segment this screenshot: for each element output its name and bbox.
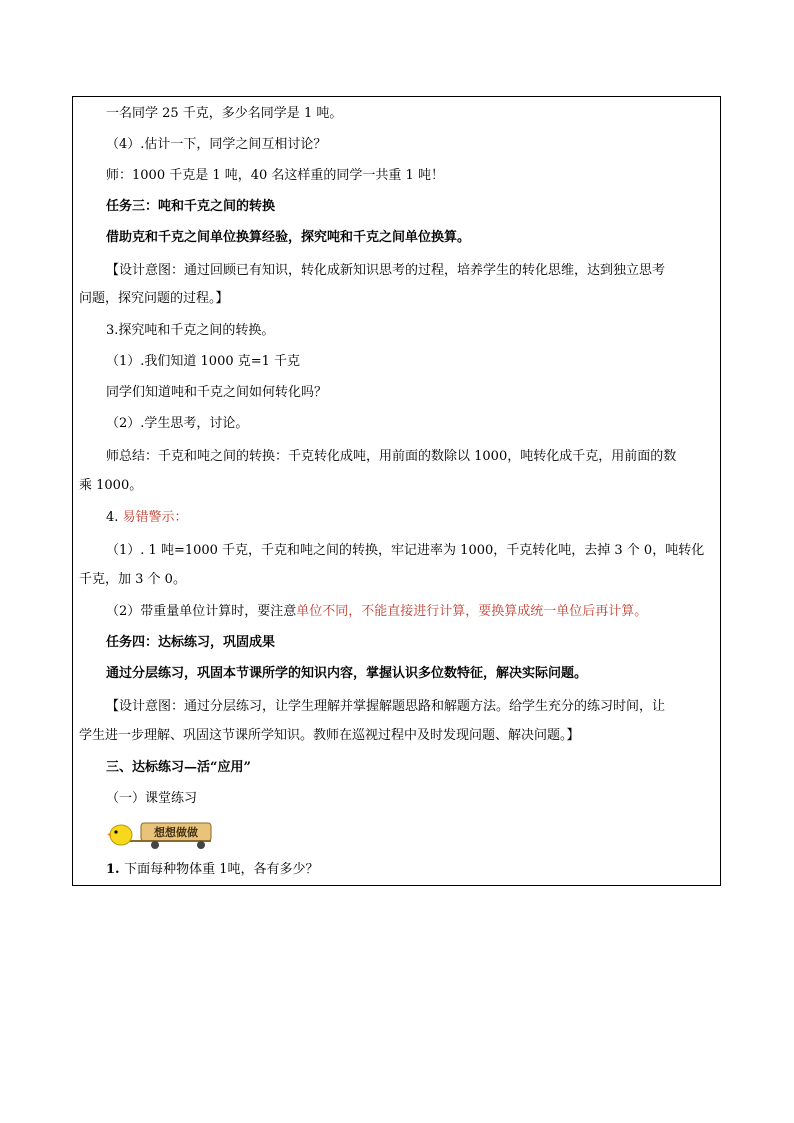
content-frame	[72, 96, 721, 886]
task-heading: 任务三：吨和千克之间的转换	[106, 199, 276, 214]
teacher-summary: 师总结：千克和吨之间的转换：千克转化成吨，用前面的数除以 1000，吨转化成千克，用前面的数	[106, 449, 677, 464]
subsection-heading: （一）课堂练习	[106, 791, 198, 806]
teacher-summary-cont: 乘 1000。	[79, 478, 143, 493]
warning-number: 4.	[106, 510, 123, 525]
sticker-label: 想想做做	[154, 826, 198, 839]
chick-eye	[114, 830, 117, 833]
exercise-question	[73, 861, 720, 879]
text-line: 同学们知道吨和千克之间如何转化吗？	[106, 385, 328, 400]
chick-beak	[107, 833, 111, 837]
chick-icon	[110, 825, 132, 845]
wheel-icon	[197, 841, 205, 849]
warning-label: 易错警示：	[122, 510, 188, 525]
text-line: 一名同学 25 千克，多少名同学是 1 吨。	[106, 106, 343, 121]
calc-note	[73, 603, 720, 621]
design-intent-cont: 学生进一步理解、巩固这节课所学知识。教师在巡视过程中及时发现问题、解决问题。】	[79, 728, 580, 743]
text-line: （1）. 1 吨=1000 千克，千克和吨之间的转换，牢记进率为 1000，千克转化吨，去掉 3 个 0，吨转化	[106, 543, 705, 558]
design-intent: 【设计意图：通过分层练习，让学生理解并掌握解题思路和解题方法。给学生充分的练习时间，让	[106, 699, 666, 714]
text-line: （2）.学生思考，讨论。	[106, 416, 249, 431]
calc-note-warning: 单位不同，不能直接进行计算，要换算成统一单位后再计算。	[296, 604, 648, 619]
task-heading: 任务四：达标练习，巩固成果	[106, 635, 276, 650]
text-line: （1）.我们知道 1000 克=1 千克	[106, 354, 301, 369]
text-line: 3.探究吨和千克之间的转换。	[106, 323, 275, 338]
text-line: 师：1000 千克是 1 吨，40 名这样重的同学一共重 1 吨！	[106, 168, 444, 183]
warning-heading	[73, 509, 720, 527]
design-intent-cont: 问题，探究问题的过程。】	[79, 291, 229, 306]
text-line: （4）.估计一下，同学之间互相讨论？	[106, 137, 327, 152]
task-summary: 借助克和千克之间单位换算经验，探究吨和千克之间单位换算。	[106, 230, 471, 245]
wheel-icon	[151, 841, 159, 849]
design-intent: 【设计意图：通过回顾已有知识，转化成新知识思考的过程，培养学生的转化思维，达到独立思考	[106, 263, 666, 278]
task-summary: 通过分层练习，巩固本节课所学的知识内容，掌握认识多位数特征，解决实际问题。	[106, 666, 588, 681]
exercise-number: 1.	[106, 862, 125, 877]
section-heading: 三、达标练习—活“应用”	[106, 760, 251, 775]
exercise-text: 下面每种物体重 1吨，各有多少？	[124, 862, 319, 877]
calc-note-text: （2）带重量单位计算时，要注意	[106, 604, 297, 619]
text-line-cont: 千克，加 3 个 0。	[79, 572, 186, 587]
think-and-do-sticker	[103, 819, 213, 851]
